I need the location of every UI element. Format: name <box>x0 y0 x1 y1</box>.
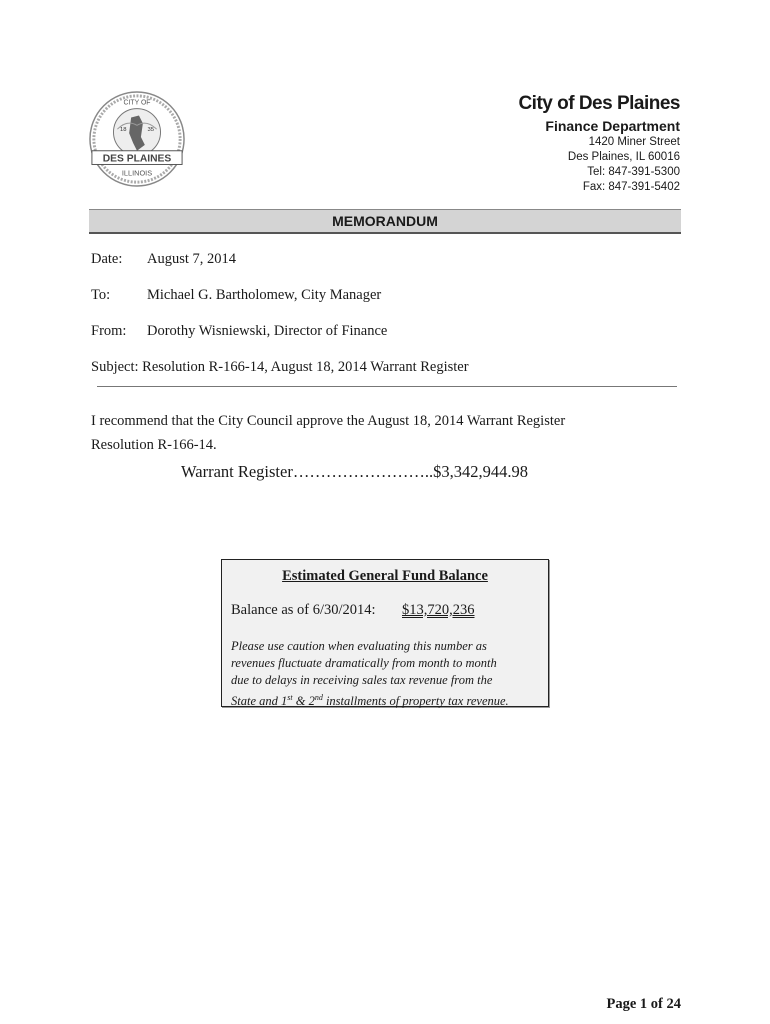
divider-rule <box>97 386 677 387</box>
street-address: 1420 Miner Street <box>588 136 680 148</box>
seal-year-left: 18 <box>120 127 127 134</box>
fax: Fax: 847-391-5402 <box>582 181 680 193</box>
fund-box-title: Estimated General Fund Balance <box>282 568 488 584</box>
from-label: From: <box>91 323 127 339</box>
note-sup-1: st <box>287 693 293 702</box>
note-line-4a: State and 1 <box>231 694 288 709</box>
seal-state: ILLINOIS <box>121 168 153 178</box>
telephone: Tel: 847-391-5300 <box>587 166 680 178</box>
fund-balance-box <box>221 559 549 707</box>
org-name: City of Des Plaines <box>518 93 680 114</box>
memo-title-band: MEMORANDUM <box>89 209 681 234</box>
from-value: Dorothy Wisniewski, Director of Finance <box>147 323 388 339</box>
subject-label: Subject: <box>91 359 139 375</box>
note-sup-2: nd <box>314 693 323 702</box>
subject-value: Resolution R-166-14, August 18, 2014 Warrant Register <box>142 359 469 375</box>
page-number: Page 1 of 24 <box>606 996 681 1012</box>
city-seal-logo <box>88 90 186 188</box>
note-line-3: due to delays in receiving sales tax revenue from the <box>231 673 493 687</box>
balance-value: $13,720,236 <box>402 602 475 618</box>
seal-banner: DES PLAINES <box>102 153 172 165</box>
body-line-1: I recommend that the City Council approve the August 18, 2014 Warrant Register <box>91 413 566 429</box>
memo-date-row <box>91 250 236 268</box>
seal-year-right: 35 <box>147 127 154 134</box>
memo-from-row <box>91 322 387 340</box>
memo-to-row <box>91 286 381 304</box>
note-line-1: Please use caution when evaluating this number as <box>231 639 487 653</box>
note-line-4 <box>231 689 541 710</box>
memo-subject-row <box>91 358 469 376</box>
letterhead <box>518 92 680 195</box>
date-value: August 7, 2014 <box>147 251 237 267</box>
to-value: Michael G. Bartholomew, City Manager <box>147 287 382 303</box>
date-label: Date: <box>91 251 123 267</box>
to-label: To: <box>91 287 111 303</box>
caution-note <box>231 638 541 710</box>
note-line-4b: & 2 <box>292 694 315 709</box>
balance-label: Balance as of 6/30/2014: <box>231 602 376 618</box>
note-line-4c: installments of property tax revenue. <box>322 694 509 709</box>
note-line-2: revenues fluctuate dramatically from month to month <box>231 656 497 670</box>
seal-top-text: CITY OF <box>123 99 151 107</box>
city-state-zip: Des Plaines, IL 60016 <box>567 151 680 163</box>
body-line-2: Resolution R-166-14. <box>91 437 217 453</box>
department-name: Finance Department <box>545 118 680 134</box>
warrant-register-total: Warrant Register……………………..$3,342,944.98 <box>181 462 528 481</box>
